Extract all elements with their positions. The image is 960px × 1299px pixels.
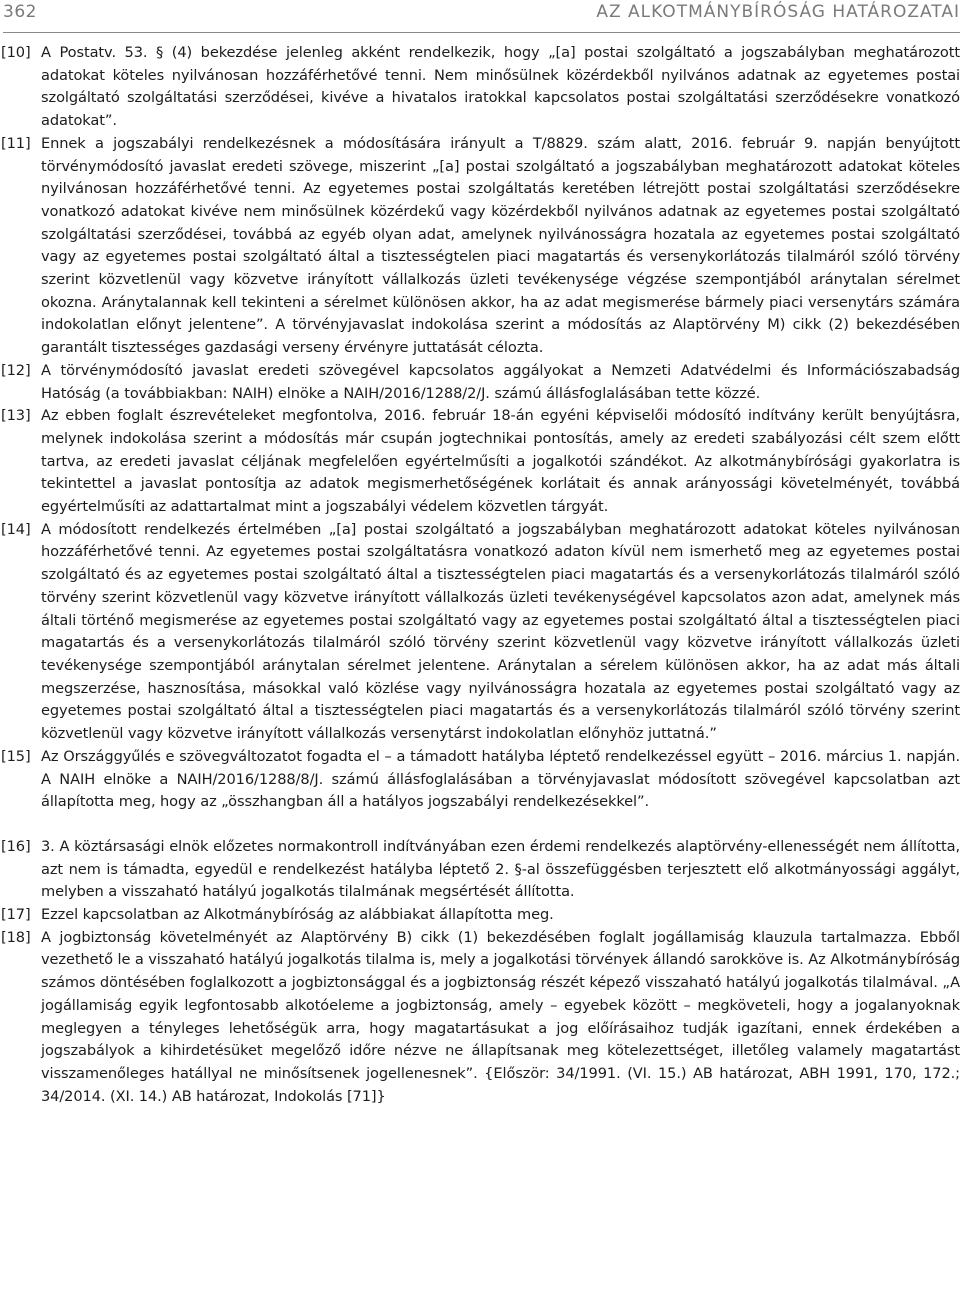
paragraph-number: [12] bbox=[1, 361, 31, 379]
paragraph-text: 3. A köztársasági elnök előzetes normakontroll indítványában ezen érdemi rendelkezés alaptörvény-ellenességét nem állította, azt nem is támadta, egyedül e rendelkezést hatályba léptető 2. §-al összefüggésben terjesztett elő alkotmányossági aggályt, melyben a visszaható hatályú jogalkotás tilalmának megsértését állította. bbox=[41, 837, 960, 901]
paragraph-15 bbox=[0, 746, 960, 814]
paragraph-number: [11] bbox=[1, 134, 31, 152]
paragraph-11 bbox=[0, 133, 960, 360]
paragraph-text: A Postatv. 53. § (4) bekezdése jelenleg akként rendelkezik, hogy „[a] postai szolgáltató a jogszabályban meghatározott adatokat köteles nyilvánosan hozzáférhetővé tenni. Nem minősülnek közérdekből nyilvános adatnak az egyetemes postai szolgáltató szolgáltatási szerződései, kivéve a hivatalos iratokkal kapcsolatos postai szolgáltatási szerződésekre vonatkozó adatokat”. bbox=[41, 44, 960, 130]
paragraph-13 bbox=[0, 405, 960, 519]
paragraph-17 bbox=[0, 904, 960, 927]
running-title: AZ ALKOTMÁNYBÍRÓSÁG HATÁROZATAI bbox=[596, 2, 960, 22]
paragraph-18 bbox=[0, 927, 960, 1109]
paragraph-number: [14] bbox=[1, 520, 31, 538]
paragraph-text: A törvénymódosító javaslat eredeti szövegével kapcsolatos aggályokat a Nemzeti Adatvédelmi és Információszabadság Hatóság (a továbbiakban: NAIH) elnöke a NAIH/2016/1288/2/J. számú állásfoglalásában tette közzé. bbox=[41, 361, 960, 402]
paragraph-number: [16] bbox=[1, 837, 31, 855]
paragraph-text: A jogbiztonság követelményét az Alaptörvény B) cikk (1) bekezdésében foglalt jogállamiság klauzula tartalmazza. Ebből vezethető le a visszaható hatályú jogalkotás tilalma is, mely a jogalkotási törvények állandó sarokköve is. Az Alkotmánybíróság számos döntésében foglalkozott a jogbiztonsággal és a jogbiztonság részét képező visszaható hatályú jogalkotás tilalmával. „A jogállamiság egyik legfontosabb alkotóeleme a jogbiztonság, amely – egyebek között – megköveteli, hogy a jogalanyoknak meglegyen a tényleges lehetőségük arra, hogy magatartásukat a jog előírásaihoz tudják igazítani, ennek érdekében a jogszabályok a kihirdetésüket megelőző időre nézve ne állapítsanak meg kötelezettséget, illetőleg valamely magatartást visszamenőleges hatállyal ne minősítsenek jogellenesnek”. {Először: 34/1991. (VI. 15.) AB határozat, ABH 1991, 170, 172.; 34/2014. (XI. 14.) AB határozat, Indokolás [71]} bbox=[41, 928, 960, 1105]
paragraph-number: [17] bbox=[1, 906, 31, 924]
paragraph-text: Az ebben foglalt észrevételeket megfontolva, 2016. február 18-án egyéni képviselői módosító indítvány került benyújtásra, melynek indokolása szerint a módosítás már csupán jogtechnikai pontosítás, amely az eredeti szabályozási célt szem előtt tartva, az eredeti javaslat céljának megfelelően egyértelműsíti a jogalkotói szándékot. Az alkotmánybírósági gyakorlatra is tekintettel a javaslat pontosítja az adatok megismerhetőségének korlátait és annak arányossági követelményét, továbbá egyértelműsíti az adattartalmat mint a jogszabályi védelem közvetlen tárgyát. bbox=[41, 407, 960, 516]
page-header bbox=[3, 0, 960, 33]
paragraph-12 bbox=[0, 360, 960, 405]
paragraph-16 bbox=[0, 836, 960, 904]
paragraph-10 bbox=[0, 42, 960, 133]
paragraph-number: [10] bbox=[1, 44, 31, 61]
paragraph-text: A módosított rendelkezés értelmében „[a] postai szolgáltató a jogszabályban meghatározott adatokat köteles nyilvánosan hozzáférhetővé tenni. Az egyetemes postai szolgáltatásra vonatkozó adaton kívül nem ismerhető meg az egyetemes postai szolgáltató és az egyetemes postai szolgáltató által a tisztességtelen piaci magatartás és a versenykorlátozás tilalmáról szóló törvény szerint közvetlenül vagy közvetve irányított vállalkozás üzleti tevékenységével kapcsolatos azon adat, amelynek más általi történő megismerése az egyetemes postai szolgáltató vagy az egyetemes postai szolgáltató által a tisztességtelen piaci magatartás és a versenykorlátozás tilalmáról szóló törvény szerint közvetlenül vagy közvetve irányított vállalkozás üzleti tevékenysége szempontjából aránytalan sérelmet jelentene. Aránytalan a sérelem különösen akkor, ha az adat más általi megszerzése, hasznosítása, másokkal való közlése vagy nyilvánosságra hozatala az egyetemes postai szolgáltató vagy az egyetemes postai szolgáltató által a tisztességtelen piaci magatartás és a versenykorlátozás tilalmáról szóló törvény szerint közvetlenül vagy közvetve irányított vállalkozás versenytárst indokolatlan előnyhöz juttatná.” bbox=[41, 520, 960, 743]
document-body bbox=[0, 42, 960, 1108]
paragraph-text: Az Országgyűlés e szövegváltozatot fogadta el – a támadott hatályba léptető rendelkezéssel együtt – 2016. március 1. napján. A NAIH elnöke a NAIH/2016/1288/8/J. számú állásfoglalásában a törvényjavaslat módosított szövegével kapcsolatban azt állapította meg, hogy az „összhangban áll a hatályos jogszabályi rendelkezésekkel”. bbox=[41, 747, 960, 811]
paragraph-text: Ezzel kapcsolatban az Alkotmánybíróság az alábbiakat állapította meg. bbox=[41, 906, 554, 924]
paragraph-number: [18] bbox=[1, 928, 31, 946]
paragraph-number: [15] bbox=[1, 747, 31, 765]
page-number: 362 bbox=[3, 2, 37, 22]
paragraph-14 bbox=[0, 519, 960, 746]
paragraph-number: [13] bbox=[1, 407, 31, 425]
paragraph-text: Ennek a jogszabályi rendelkezésnek a módosítására irányult a T/8829. szám alatt, 2016. február 9. napján benyújtott törvénymódosító javaslat eredeti szövege, miszerint „[a] postai szolgáltató a jogszabályban meghatározott adatokat köteles nyilvánosan hozzáférhetővé tenni. Az egyetemes postai szolgáltatás keretében létrejött postai szolgáltatási szerződésekre vonatkozó adatokat kivéve nem minősülnek közérdekű vagy közérdekből nyilvános adatnak az egyetemes postai szolgáltató szolgáltatási szerződései, továbbá az egyéb olyan adat, amelynek nyilvánosságra hozatala az egyetemes postai szolgáltató vagy az egyetemes postai szolgáltató által a tisztességtelen piaci magatartás és versenykorlátozás tilalmáról szóló törvény szerint közvetlenül vagy közvetve irányított vállalkozás üzleti tevékenysége végzése szempontjából aránytalan sérelmet okozna. Aránytalannak kell tekinteni a sérelmet különösen akkor, ha az adat megismerése bármely piaci versenytárs számára indokolatlan előnyt jelentene”. A törvényjavaslat indokolása szerint a módosítás az Alaptörvény M) cikk (2) bekezdésében garantált tisztességes gazdasági verseny érvényre juttatását célozta. bbox=[41, 134, 960, 357]
